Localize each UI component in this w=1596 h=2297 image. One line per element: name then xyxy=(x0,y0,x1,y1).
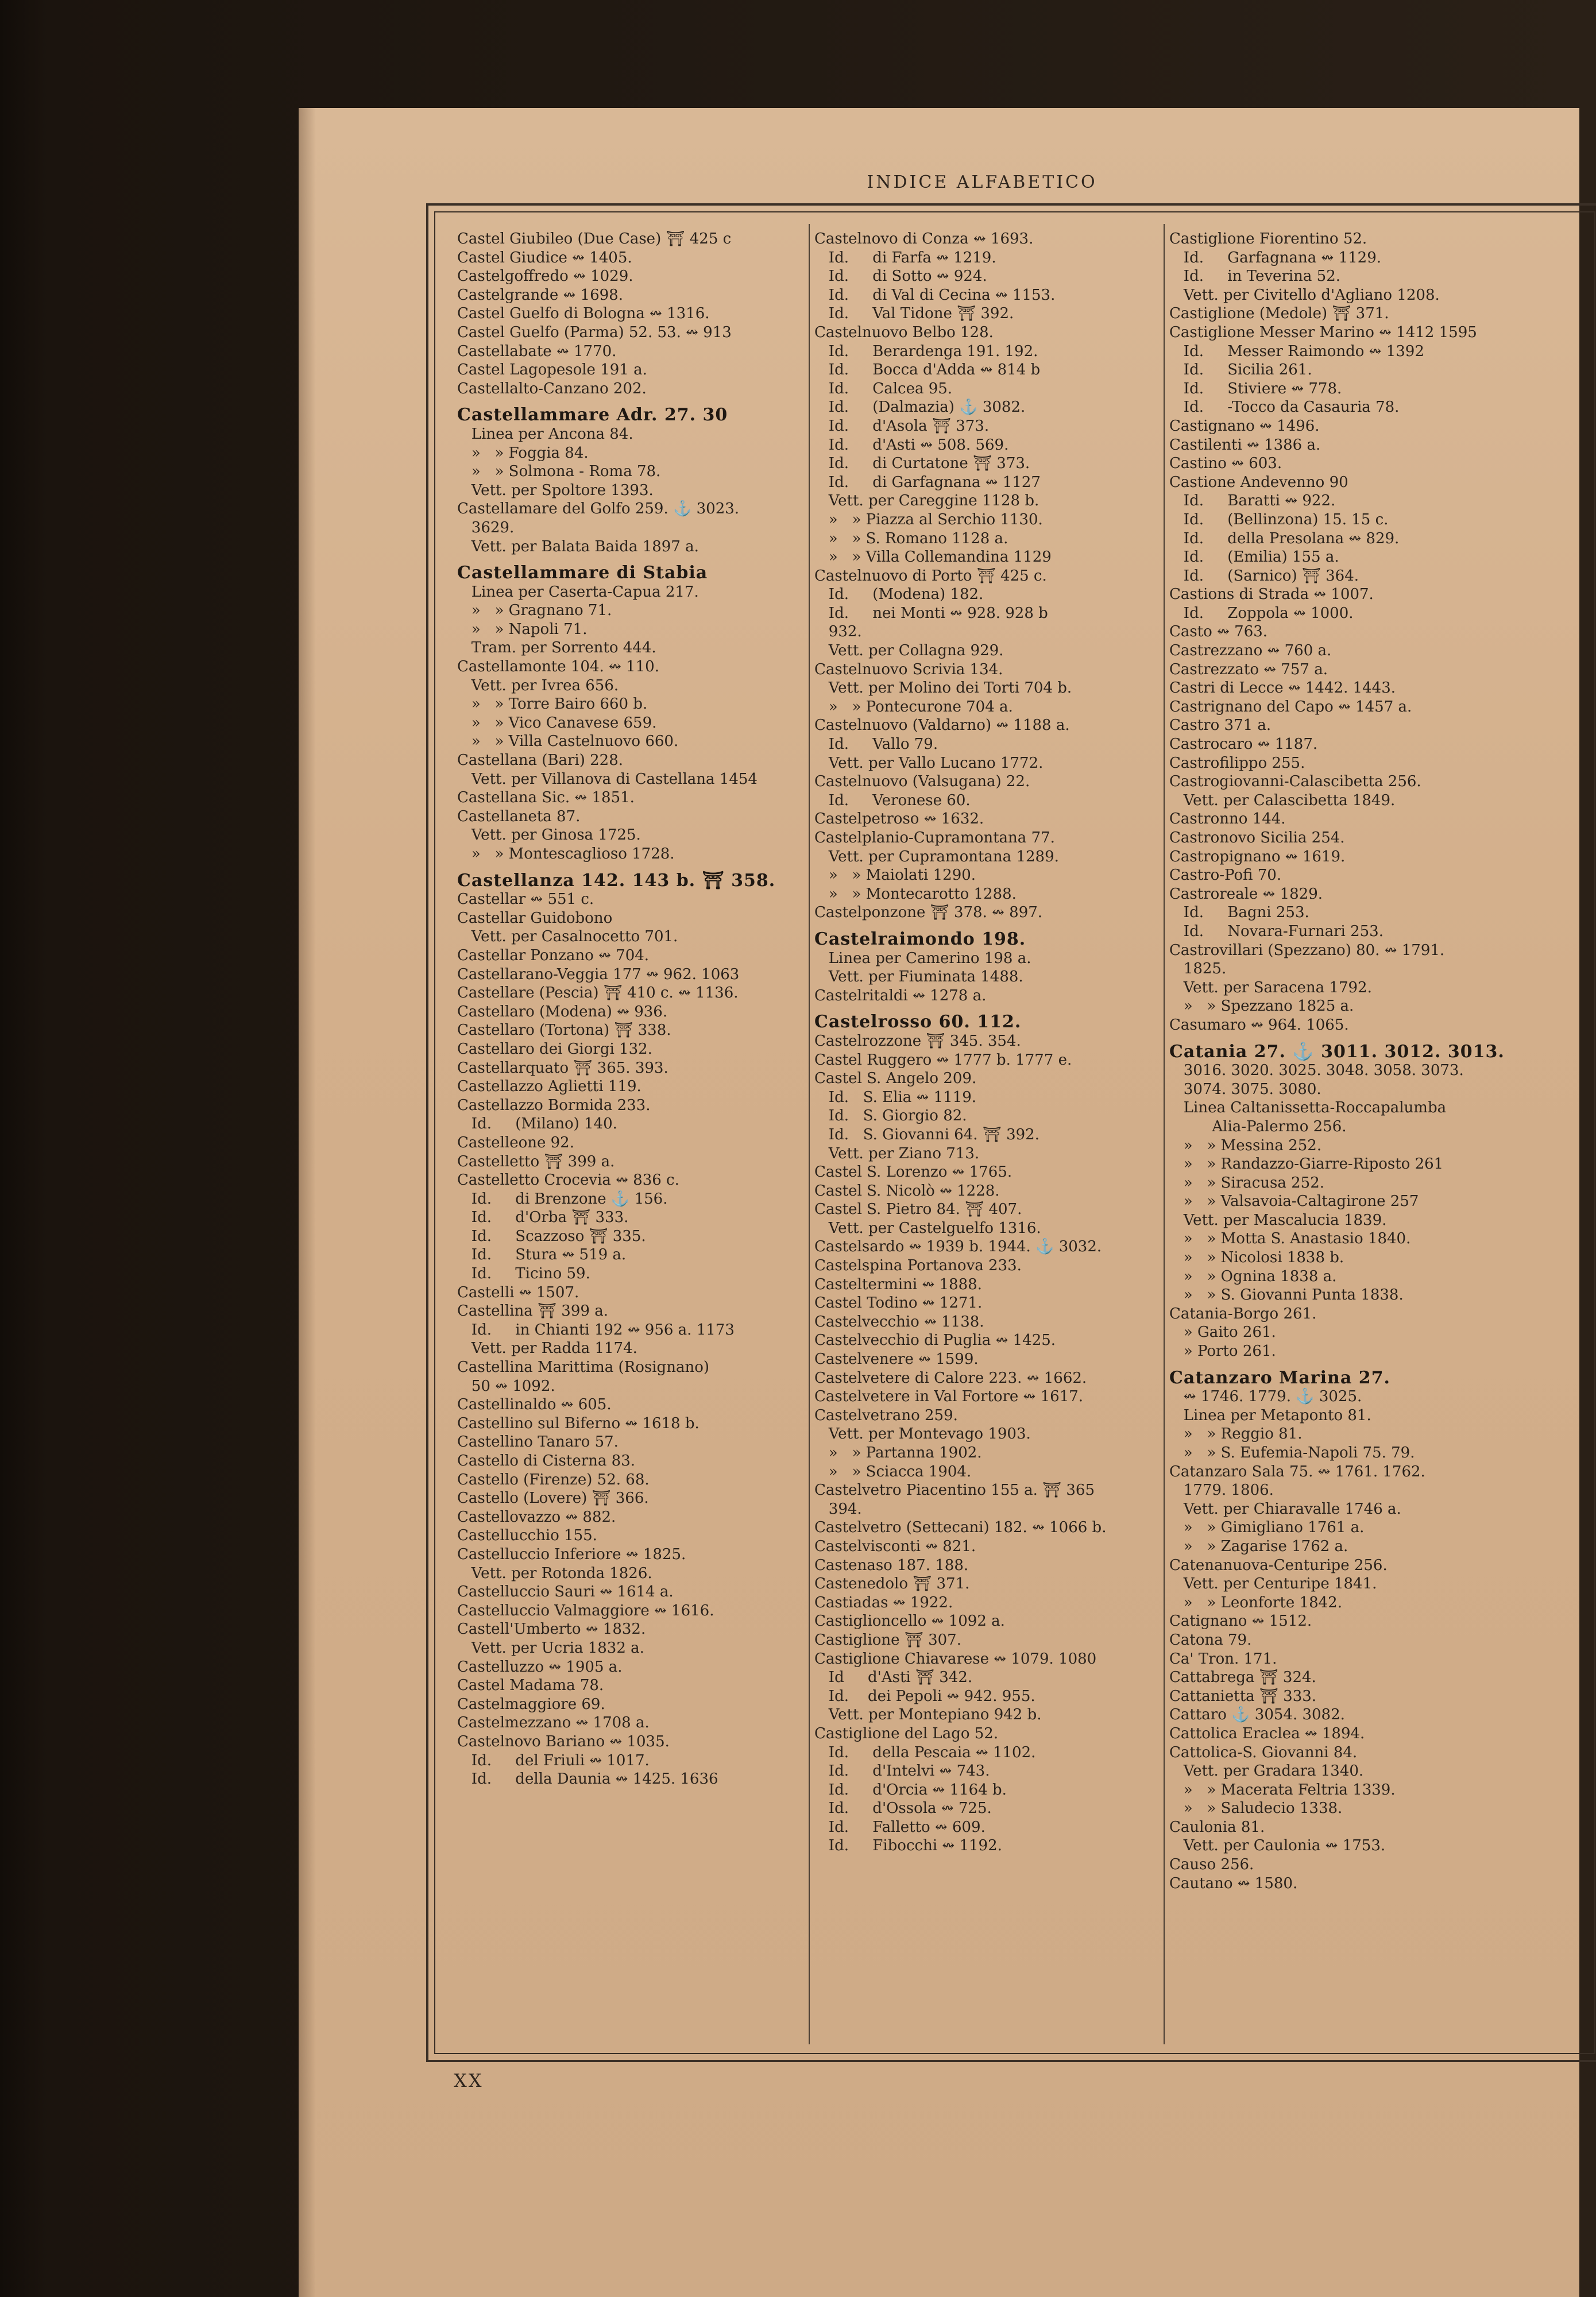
index-entry: Vett. per Ivrea 656. xyxy=(457,676,619,694)
index-entry: Vett. per Saracena 1792. xyxy=(1169,979,1372,996)
index-entry: Id. Vallo 79. xyxy=(814,736,938,753)
index-entry: Castiglioncello ↭ 1092 a. xyxy=(814,1612,1005,1630)
index-entry: Castellarano-Veggia 177 ↭ 962. 1063 xyxy=(457,965,740,983)
index-entry: Vett. per Cupramontana 1289. xyxy=(814,848,1059,865)
index-entry: Castelnuovo Belbo 128. xyxy=(814,323,994,341)
index-entry: Castelmaggiore 69. xyxy=(457,1695,605,1713)
index-entry: Castellinaldo ↭ 605. xyxy=(457,1396,612,1414)
index-entry: Id. Baratti ↭ 922. xyxy=(1169,492,1336,510)
index-entry: Castelnuovo (Valsugana) 22. xyxy=(814,773,1030,791)
index-entry: » » Siracusa 252. xyxy=(1169,1174,1325,1192)
index-entry: Castiglione Fiorentino 52. xyxy=(1169,230,1367,248)
index-entry: Id. (Dalmazia) ⚓ 3082. xyxy=(814,399,1026,416)
index-entry: Linea per Metaponto 81. xyxy=(1169,1406,1371,1424)
index-entry: Castions di Strada ↭ 1007. xyxy=(1169,586,1374,604)
index-entry: » » Foggia 84. xyxy=(457,444,589,462)
index-entry: Castiglione Messer Marino ↭ 1412 1595 xyxy=(1169,323,1477,341)
index-entry: Castenaso 187. 188. xyxy=(814,1556,969,1574)
index-entry: Casumaro ↭ 964. 1065. xyxy=(1169,1016,1349,1034)
index-entry: » » Gragnano 71. xyxy=(457,602,612,620)
index-entry: Castiglione (Medole) ⛩ 371. xyxy=(1169,305,1389,323)
index-entry: Castelvetro (Settecani) 182. ↭ 1066 b. xyxy=(814,1519,1107,1537)
index-entry: 1779. 1806. xyxy=(1169,1482,1274,1499)
index-entry: Castiglione Chiavarese ↭ 1079. 1080 xyxy=(814,1650,1097,1668)
index-entry: 50 ↭ 1092. xyxy=(457,1377,555,1395)
index-entry: Castellarquato ⛩ 365. 393. xyxy=(457,1059,668,1077)
index-entry: » » Valsavoia-Caltagirone 257 xyxy=(1169,1193,1419,1211)
index-entry: Castellucchio 155. xyxy=(457,1527,597,1545)
index-entry: Catania-Borgo 261. xyxy=(1169,1305,1317,1322)
index-entry: Castino ↭ 603. xyxy=(1169,455,1282,473)
index-entry: Id. dei Pepoli ↭ 942. 955. xyxy=(814,1687,1035,1705)
index-entry: ↭ 1746. 1779. ⚓ 3025. xyxy=(1169,1388,1362,1406)
index-entry: Id. Bagni 253. xyxy=(1169,904,1309,922)
index-entry: Castelletto ⛩ 399 a. xyxy=(457,1153,615,1170)
index-entry: Id. Sicilia 261. xyxy=(1169,361,1312,379)
index-entry: Id. Novara-Furnari 253. xyxy=(1169,922,1384,940)
index-entry: Castellamonte 104. ↭ 110. xyxy=(457,658,659,676)
index-entry: Castiglione ⛩ 307. xyxy=(814,1631,961,1649)
index-entry: Caulonia 81. xyxy=(1169,1818,1265,1836)
index-entry: Id. nei Monti ↭ 928. 928 b xyxy=(814,604,1048,622)
page-edge-shadow xyxy=(299,108,316,2297)
index-entry: Id. di Farfa ↭ 1219. xyxy=(814,249,996,266)
index-entry: Id. (Bellinzona) 15. 15 c. xyxy=(1169,511,1389,528)
index-entry: Castello (Firenze) 52. 68. xyxy=(457,1471,650,1488)
index-entry: Castelluzzo ↭ 1905 a. xyxy=(457,1658,623,1676)
index-entry: Castellabate ↭ 1770. xyxy=(457,342,617,360)
column-divider-2 xyxy=(1164,224,1165,2044)
index-entry: Castrovillari (Spezzano) 80. ↭ 1791. xyxy=(1169,941,1445,959)
index-entry: Castellar Guidobono xyxy=(457,909,613,927)
index-entry: Castroreale ↭ 1829. xyxy=(1169,885,1323,903)
index-entry: » » Zagarise 1762 a. xyxy=(1169,1537,1348,1555)
index-entry: Vett. per Balata Baida 1897 a. xyxy=(457,537,699,555)
index-entry: Id. Fibocchi ↭ 1192. xyxy=(814,1837,1002,1855)
index-entry: Vett. per Civitello d'Agliano 1208. xyxy=(1169,286,1440,304)
index-entry: Casto ↭ 763. xyxy=(1169,623,1268,641)
index-entry: Catenanuova-Centuripe 256. xyxy=(1169,1556,1388,1574)
index-entry: Id. S. Elia ↭ 1119. xyxy=(814,1088,977,1106)
index-entry: Castellino sul Biferno ↭ 1618 b. xyxy=(457,1414,700,1432)
index-entry: Castelvetere in Val Fortore ↭ 1617. xyxy=(814,1388,1084,1406)
index-entry: Castellazzo Aglietti 119. xyxy=(457,1078,642,1096)
index-entry: Castellamare del Golfo 259. ⚓ 3023. xyxy=(457,500,740,518)
index-entry: Cattaro ⚓ 3054. 3082. xyxy=(1169,1706,1345,1724)
index-column-1 xyxy=(457,230,796,2050)
index-entry: Castrofilippo 255. xyxy=(1169,754,1305,772)
index-entry: Castelleone 92. xyxy=(457,1134,574,1151)
index-entry: » » Messina 252. xyxy=(1169,1136,1322,1154)
index-entry: Id. S. Giorgio 82. xyxy=(814,1107,967,1125)
index-entry: Castilenti ↭ 1386 a. xyxy=(1169,436,1321,454)
index-entry: Castrocaro ↭ 1187. xyxy=(1169,736,1318,753)
index-entry: Vett. per Gradara 1340. xyxy=(1169,1762,1364,1780)
index-entry: Cautano ↭ 1580. xyxy=(1169,1874,1298,1892)
index-entry: Vett. per Chiaravalle 1746 a. xyxy=(1169,1500,1401,1518)
index-entry: Id. di Garfagnana ↭ 1127 xyxy=(814,473,1041,491)
index-entry: Vett. per Casalnocetto 701. xyxy=(457,928,678,946)
page-number: XX xyxy=(454,2070,484,2091)
index-entry: Castelletto Crocevia ↭ 836 c. xyxy=(457,1171,679,1189)
index-entry: Castelsardo ↭ 1939 b. 1944. ⚓ 3032. xyxy=(814,1238,1102,1256)
index-entry: » » Partanna 1902. xyxy=(814,1444,982,1461)
index-entry: » » Villa Castelnuovo 660. xyxy=(457,733,679,751)
index-entry: Id. Berardenga 191. 192. xyxy=(814,342,1038,360)
index-entry: Id. d'Ossola ↭ 725. xyxy=(814,1800,992,1818)
index-entry: Castellana (Bari) 228. xyxy=(457,752,624,769)
index-entry: » » Reggio 81. xyxy=(1169,1425,1303,1443)
index-entry: Castellaro (Tortona) ⛩ 338. xyxy=(457,1022,671,1039)
index-entry: Catona 79. xyxy=(1169,1631,1252,1649)
index-entry: Cattolica-S. Giovanni 84. xyxy=(1169,1743,1358,1761)
index-heading: Catanzaro Marina 27. xyxy=(1169,1367,1390,1388)
index-entry: Id. S. Giovanni 64. ⛩ 392. xyxy=(814,1126,1039,1143)
index-entry: Vett. per Montevago 1903. xyxy=(814,1425,1031,1443)
index-entry: Cattabrega ⛩ 324. xyxy=(1169,1669,1316,1687)
index-entry: Castelplanio-Cupramontana 77. xyxy=(814,829,1055,846)
index-heading: Catania 27. ⚓ 3011. 3012. 3013. xyxy=(1169,1041,1505,1062)
index-entry: Castelvisconti ↭ 821. xyxy=(814,1537,976,1555)
index-entry: » » Motta S. Anastasio 1840. xyxy=(1169,1230,1411,1248)
index-entry: Castelvetere di Calore 223. ↭ 1662. xyxy=(814,1369,1087,1387)
index-entry: Castelnuovo (Valdarno) ↭ 1188 a. xyxy=(814,717,1070,734)
index-entry: Id. Calcea 95. xyxy=(814,380,953,397)
index-entry: Id. d'Asti ↭ 508. 569. xyxy=(814,436,1009,454)
index-entry: » » Napoli 71. xyxy=(457,620,588,638)
index-entry: Castellalto-Canzano 202. xyxy=(457,380,647,397)
index-column-3 xyxy=(1169,230,1508,2050)
index-entry: » » Nicolosi 1838 b. xyxy=(1169,1249,1344,1267)
index-entry: Castri di Lecce ↭ 1442. 1443. xyxy=(1169,679,1396,697)
index-entry: Vett. per Ucria 1832 a. xyxy=(457,1639,644,1657)
index-entry: Castello (Lovere) ⛩ 366. xyxy=(457,1490,649,1507)
index-entry: » » Vico Canavese 659. xyxy=(457,714,657,732)
index-entry: » » Sciacca 1904. xyxy=(814,1463,972,1480)
index-entry: Castelvetrano 259. xyxy=(814,1406,958,1424)
index-entry: Castel Guelfo (Parma) 52. 53. ↭ 913 xyxy=(457,323,732,341)
index-entry: Id. Ticino 59. xyxy=(457,1265,590,1283)
index-entry: Linea per Caserta-Capua 217. xyxy=(457,583,699,601)
index-entry: Castignano ↭ 1496. xyxy=(1169,417,1320,435)
index-entry: Id. d'Asola ⛩ 373. xyxy=(814,417,990,435)
index-entry: Castelluccio Sauri ↭ 1614 a. xyxy=(457,1583,674,1601)
index-entry: Vett. per Vallo Lucano 1772. xyxy=(814,754,1044,772)
index-heading: Castelrosso 60. 112. xyxy=(814,1012,1022,1033)
index-entry: Catanzaro Sala 75. ↭ 1761. 1762. xyxy=(1169,1463,1425,1480)
page-header: INDICE ALFABETICO xyxy=(867,172,1098,192)
index-entry: » » Maiolati 1290. xyxy=(814,867,976,884)
index-entry: Castelli ↭ 1507. xyxy=(457,1283,579,1301)
index-entry: Vett. per Ginosa 1725. xyxy=(457,826,641,844)
index-entry: Causo 256. xyxy=(1169,1856,1254,1874)
index-entry: Id. (Modena) 182. xyxy=(814,586,984,604)
index-entry: Vett. per Calascibetta 1849. xyxy=(1169,791,1396,809)
index-entry: » » Montescaglioso 1728. xyxy=(457,845,675,863)
index-entry: Castrogiovanni-Calascibetta 256. xyxy=(1169,773,1421,791)
index-entry: 3074. 3075. 3080. xyxy=(1169,1080,1321,1098)
index-entry: 1825. xyxy=(1169,960,1227,978)
index-entry: Id. della Presolana ↭ 829. xyxy=(1169,529,1400,547)
index-entry: » » S. Giovanni Punta 1838. xyxy=(1169,1286,1404,1304)
index-entry: Id. (Emilia) 155 a. xyxy=(1169,548,1339,566)
index-entry: Castel Madama 78. xyxy=(457,1677,604,1695)
index-entry: Castelluccio Inferiore ↭ 1825. xyxy=(457,1545,686,1563)
index-entry: Castelnovo di Conza ↭ 1693. xyxy=(814,230,1034,248)
index-entry: » » Montecarotto 1288. xyxy=(814,885,1017,903)
index-entry: Castel Giudice ↭ 1405. xyxy=(457,249,632,266)
index-entry: Id. di Val di Cecina ↭ 1153. xyxy=(814,286,1056,304)
index-entry: Id. d'Orcia ↭ 1164 b. xyxy=(814,1781,1007,1799)
index-entry: Castelritaldi ↭ 1278 a. xyxy=(814,987,987,1004)
index-entry: Vett. per Fiuminata 1488. xyxy=(814,968,1023,986)
index-entry: Cattolica Eraclea ↭ 1894. xyxy=(1169,1724,1365,1742)
index-entry: Castellana Sic. ↭ 1851. xyxy=(457,789,635,807)
index-entry: Castellazzo Bormida 233. xyxy=(457,1096,651,1114)
index-entry: Vett. per Spoltore 1393. xyxy=(457,481,654,499)
index-entry: Vett. per Careggine 1128 b. xyxy=(814,492,1039,510)
index-entry: Castello di Cisterna 83. xyxy=(457,1452,636,1470)
index-entry: Castro 371 a. xyxy=(1169,717,1272,734)
index-entry: Linea per Camerino 198 a. xyxy=(814,949,1031,967)
index-entry: Id. Val Tidone ⛩ 392. xyxy=(814,305,1014,323)
index-entry: Vett. per Villanova di Castellana 1454 xyxy=(457,770,758,788)
index-entry: Castelluccio Valmaggiore ↭ 1616. xyxy=(457,1602,714,1619)
index-entry: Vett. per Ziano 713. xyxy=(814,1144,980,1162)
index-entry: Castelnuovo Scrivia 134. xyxy=(814,660,1003,678)
index-entry: » » Leonforte 1842. xyxy=(1169,1594,1342,1611)
index-heading: Castellanza 142. 143 b. ⛩ 358. xyxy=(457,870,776,891)
index-entry: Castropignano ↭ 1619. xyxy=(1169,848,1346,865)
index-entry: Castronovo Sicilia 254. xyxy=(1169,829,1345,846)
index-entry: Castelvenere ↭ 1599. xyxy=(814,1351,979,1368)
index-entry: Castenedolo ⛩ 371. xyxy=(814,1575,970,1593)
index-entry: Castell'Umberto ↭ 1832. xyxy=(457,1621,646,1638)
index-entry: Castellar ↭ 551 c. xyxy=(457,891,594,908)
index-entry: Ca' Tron. 171. xyxy=(1169,1650,1277,1668)
column-divider-1 xyxy=(809,224,810,2044)
index-entry: Id. in Teverina 52. xyxy=(1169,268,1341,285)
index-entry: » » Randazzo-Giarre-Riposto 261 xyxy=(1169,1155,1444,1173)
index-entry: Castelpetroso ↭ 1632. xyxy=(814,810,984,828)
index-entry: » » Torre Bairo 660 b. xyxy=(457,695,648,713)
index-entry: Castelgrande ↭ 1698. xyxy=(457,286,623,304)
index-entry: Castellino Tanaro 57. xyxy=(457,1433,619,1451)
index-entry: Id. d'Orba ⛩ 333. xyxy=(457,1209,629,1227)
index-entry: Vett. per Mascalucia 1839. xyxy=(1169,1211,1387,1229)
index-heading: Castelraimondo 198. xyxy=(814,929,1026,949)
index-entry: » Porto 261. xyxy=(1169,1343,1276,1360)
index-entry: Castellaro dei Giorgi 132. xyxy=(457,1040,652,1058)
index-entry: Castelmezzano ↭ 1708 a. xyxy=(457,1714,650,1732)
index-entry: » Gaito 261. xyxy=(1169,1324,1276,1341)
index-entry: Id. della Pescaia ↭ 1102. xyxy=(814,1743,1036,1761)
index-entry: » » Saludecio 1338. xyxy=(1169,1800,1343,1818)
index-entry: Castel S. Pietro 84. ⛩ 407. xyxy=(814,1201,1022,1219)
index-entry: Vett. per Centuripe 1841. xyxy=(1169,1575,1377,1593)
index-entry: Linea per Ancona 84. xyxy=(457,425,633,443)
index-entry: 3016. 3020. 3025. 3048. 3058. 3073. xyxy=(1169,1062,1464,1080)
index-entry: » » Ognina 1838 a. xyxy=(1169,1267,1337,1285)
index-entry: Id. Stura ↭ 519 a. xyxy=(457,1246,627,1264)
index-entry: Id. (Milano) 140. xyxy=(457,1115,617,1133)
index-entry: Castelvecchio di Puglia ↭ 1425. xyxy=(814,1332,1056,1349)
index-entry: Castellovazzo ↭ 882. xyxy=(457,1508,616,1526)
index-entry: Castel S. Angelo 209. xyxy=(814,1070,977,1088)
index-entry: Id. Stiviere ↭ 778. xyxy=(1169,380,1342,397)
index-heading: Castellammare Adr. 27. 30 xyxy=(457,405,728,426)
index-entry: Castellaneta 87. xyxy=(457,807,581,825)
index-entry: Vett. per Collagna 929. xyxy=(814,642,1004,660)
index-entry: Id. della Daunia ↭ 1425. 1636 xyxy=(457,1770,718,1788)
index-entry: Castronno 144. xyxy=(1169,810,1286,828)
index-entry: Castel Ruggero ↭ 1777 b. 1777 e. xyxy=(814,1051,1072,1069)
index-entry: Id. Scazzoso ⛩ 335. xyxy=(457,1227,646,1245)
index-entry: Id. Veronese 60. xyxy=(814,791,971,809)
index-entry: Castel Guelfo di Bologna ↭ 1316. xyxy=(457,305,710,323)
index-entry: Castrezzano ↭ 760 a. xyxy=(1169,642,1332,660)
index-entry: Id d'Asti ⛩ 342. xyxy=(814,1669,973,1687)
index-entry: Castelvecchio ↭ 1138. xyxy=(814,1313,984,1331)
index-entry: Castione Andevenno 90 xyxy=(1169,473,1348,491)
index-entry: Castel S. Lorenzo ↭ 1765. xyxy=(814,1163,1013,1181)
index-entry: Castellina Marittima (Rosignano) xyxy=(457,1359,709,1376)
index-entry: Castiglione del Lago 52. xyxy=(814,1724,999,1742)
index-entry: Vett. per Castelguelfo 1316. xyxy=(814,1219,1041,1237)
index-entry: Castelnovo Bariano ↭ 1035. xyxy=(457,1733,670,1750)
index-entry: Id. in Chianti 192 ↭ 956 a. 1173 xyxy=(457,1321,735,1339)
index-entry: » » Villa Collemandina 1129 xyxy=(814,548,1052,566)
index-entry: 932. xyxy=(814,623,862,641)
index-entry: Casteltermini ↭ 1888. xyxy=(814,1275,982,1293)
index-entry: Castro-Pofi 70. xyxy=(1169,867,1282,884)
index-entry: » » Macerata Feltria 1339. xyxy=(1169,1781,1396,1799)
index-entry: Castiadas ↭ 1922. xyxy=(814,1594,953,1611)
index-entry: 394. xyxy=(814,1500,862,1518)
index-entry: » » Solmona - Roma 78. xyxy=(457,463,661,481)
index-entry: » » Spezzano 1825 a. xyxy=(1169,997,1354,1015)
index-entry: Id. Garfagnana ↭ 1129. xyxy=(1169,249,1382,266)
index-entry: Id. di Curtatone ⛩ 373. xyxy=(814,455,1030,473)
index-entry: Cattanietta ⛩ 333. xyxy=(1169,1687,1317,1705)
index-entry: Castellare (Pescia) ⛩ 410 c. ↭ 1136. xyxy=(457,984,739,1002)
index-entry: Vett. per Molino dei Torti 704 b. xyxy=(814,679,1072,697)
index-entry: Castel Lagopesole 191 a. xyxy=(457,361,647,379)
index-entry: » » Piazza al Serchio 1130. xyxy=(814,511,1043,528)
index-entry: Catignano ↭ 1512. xyxy=(1169,1612,1312,1630)
index-heading: Castellammare di Stabia xyxy=(457,563,708,583)
index-entry: Vett. per Radda 1174. xyxy=(457,1340,637,1358)
index-entry: Castel Giubileo (Due Case) ⛩ 425 c xyxy=(457,230,732,248)
index-entry: Id. d'Intelvi ↭ 743. xyxy=(814,1762,990,1780)
index-entry: » » S. Romano 1128 a. xyxy=(814,529,1008,547)
index-entry: Id. (Sarnico) ⛩ 364. xyxy=(1169,567,1359,585)
index-entry: Castrignano del Capo ↭ 1457 a. xyxy=(1169,698,1412,716)
index-entry: Id. di Brenzone ⚓ 156. xyxy=(457,1190,668,1208)
index-entry: Id. Messer Raimondo ↭ 1392 xyxy=(1169,342,1424,360)
index-entry: Vett. per Caulonia ↭ 1753. xyxy=(1169,1837,1386,1855)
index-entry: Linea Caltanissetta-Roccapalumba xyxy=(1169,1099,1447,1117)
index-entry: Castelvetro Piacentino 155 a. ⛩ 365 xyxy=(814,1482,1095,1499)
index-entry: 3629. xyxy=(457,519,515,536)
index-entry: » » Pontecurone 704 a. xyxy=(814,698,1013,716)
index-entry: Alia-Palermo 256. xyxy=(1169,1117,1347,1135)
index-entry: Id. di Sotto ↭ 924. xyxy=(814,268,987,285)
index-entry: Tram. per Sorrento 444. xyxy=(457,639,656,657)
index-entry: Castellar Ponzano ↭ 704. xyxy=(457,946,650,964)
index-entry: Castelgoffredo ↭ 1029. xyxy=(457,268,633,285)
index-entry: » » S. Eufemia-Napoli 75. 79. xyxy=(1169,1444,1415,1461)
index-entry: Castel S. Nicolò ↭ 1228. xyxy=(814,1182,1000,1200)
index-entry: Id. Falletto ↭ 609. xyxy=(814,1818,986,1836)
index-entry: Id. Zoppola ↭ 1000. xyxy=(1169,604,1354,622)
index-column-2 xyxy=(814,230,1153,2050)
index-entry: Castel Todino ↭ 1271. xyxy=(814,1294,983,1312)
index-entry: Castellina ⛩ 399 a. xyxy=(457,1302,608,1320)
index-entry: Castelspina Portanova 233. xyxy=(814,1257,1022,1275)
index-entry: Castrezzato ↭ 757 a. xyxy=(1169,660,1328,678)
index-entry: Id. -Tocco da Casauria 78. xyxy=(1169,399,1400,416)
index-entry: Id. del Friuli ↭ 1017. xyxy=(457,1751,650,1769)
index-entry: Castellaro (Modena) ↭ 936. xyxy=(457,1003,668,1020)
index-entry: Castelrozzone ⛩ 345. 354. xyxy=(814,1032,1021,1050)
index-entry: Castelponzone ⛩ 378. ↭ 897. xyxy=(814,904,1043,922)
index-entry: Vett. per Rotonda 1826. xyxy=(457,1564,652,1582)
index-entry: Vett. per Montepiano 942 b. xyxy=(814,1706,1042,1724)
index-entry: Castelnuovo di Porto ⛩ 425 c. xyxy=(814,567,1047,585)
index-entry: » » Gimigliano 1761 a. xyxy=(1169,1519,1365,1537)
index-entry: Id. Bocca d'Adda ↭ 814 b xyxy=(814,361,1041,379)
